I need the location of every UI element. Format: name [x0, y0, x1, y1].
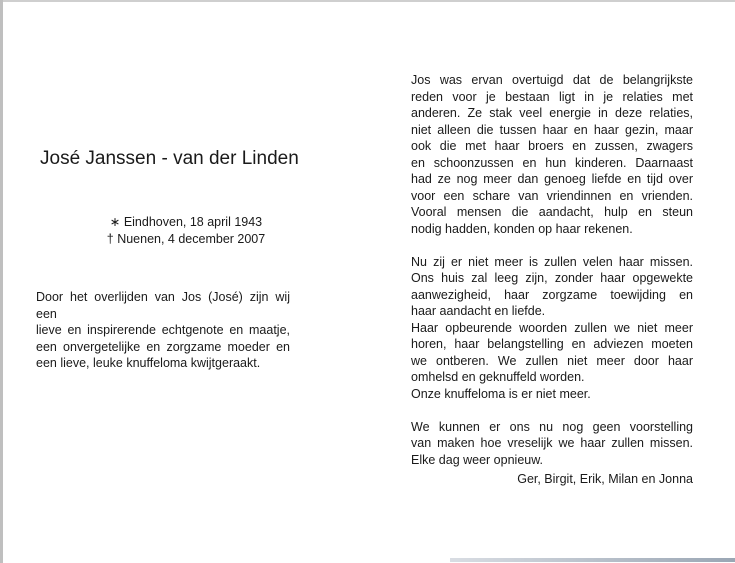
tribute-line: aanwezigheid, haar zorgzame toewijding en [411, 287, 693, 302]
tribute-line: nodig hadden, konden op haar rekenen. [411, 221, 633, 236]
tribute-line: voor een schare van vriendinnen en vrienden. [411, 188, 693, 203]
tribute-line: van maken hoe vreselijk we haar zullen missen. [411, 436, 693, 450]
tribute-line: reden voor je bestaan ligt in je relaties met [411, 89, 693, 104]
family-signature: Ger, Birgit, Erik, Milan en Jonna [517, 472, 693, 486]
tribute-paragraph-1 [411, 72, 693, 237]
tribute-line: Jos was ervan overtuigd dat de belangrijkste [411, 73, 693, 87]
tribute-line: omhelsd en geknuffeld worden. [411, 370, 585, 384]
tribute-line: Elke dag weer opnieuw. [411, 452, 544, 467]
deceased-name: José Janssen - van der Linden [40, 148, 299, 169]
life-dates [86, 214, 286, 248]
tribute-line: ook die met haar broers en zussen, zwagers [411, 139, 693, 153]
card-top-edge [0, 0, 735, 2]
tribute-line: haar aandacht en liefde. [411, 304, 546, 318]
tribute-paragraph-2 [411, 254, 693, 403]
tribute-text [411, 72, 693, 485]
tribute-line: We kunnen er ons nu nog geen voorstelling [411, 419, 693, 434]
death-line: † Nuenen, 4 december 2007 [106, 232, 266, 246]
intro-line: een lieve, leuke knuffeloma kwijtgeraakt. [36, 356, 261, 370]
tribute-line: Ons huis zal leeg zijn, zonder haar opgewekte [411, 271, 693, 285]
intro-line: Door het overlijden van Jos (José) zijn wij een [36, 290, 290, 321]
card-left-edge [0, 0, 3, 563]
tribute-line: en schoonzussen en hun kinderen. Daarnaast [411, 155, 693, 170]
tribute-line: horen, haar belangstelling en adviezen moeten [411, 337, 693, 351]
tribute-line: Haar opbeurende woorden zullen we niet meer [411, 320, 693, 335]
tribute-line: anderen. Ze stak veel energie in deze relaties, [411, 106, 693, 120]
card-bottom-edge [450, 558, 735, 562]
tribute-paragraph-3 [411, 419, 693, 469]
tribute-line: Vooral mensen die aandacht, hulp en steun [411, 205, 693, 219]
birth-line: ∗ Eindhoven, 18 april 1943 [109, 215, 263, 229]
tribute-line: niet alleen die tussen haar en haar gezin, maar [411, 122, 693, 137]
intro-line: een onvergetelijke en zorgzame moeder en [36, 339, 290, 354]
tribute-line: we ontberen. We zullen niet meer door haar [411, 353, 693, 368]
intro-line: lieve en inspirerende echtgenote en maatje, [36, 323, 290, 337]
intro-paragraph [36, 289, 290, 372]
tribute-line: Onze knuffeloma is er niet meer. [411, 386, 591, 401]
tribute-line: Nu zij er niet meer is zullen velen haar missen. [411, 254, 693, 269]
tribute-line: had ze nog meer dan genoeg liefde en tijd over [411, 172, 693, 186]
